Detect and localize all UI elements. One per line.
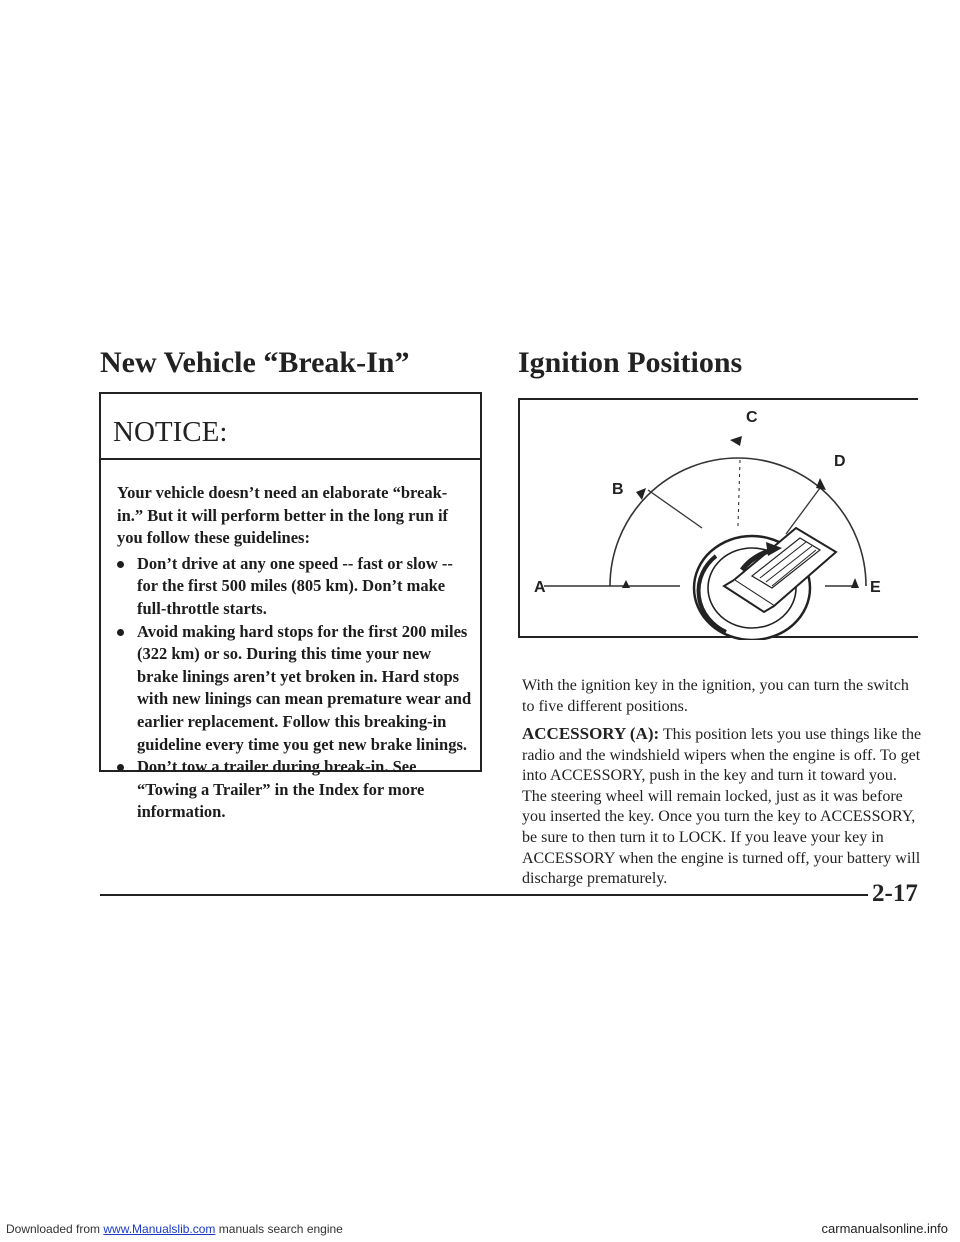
arrow-c-icon <box>730 436 742 446</box>
notice-item <box>117 553 472 621</box>
notice-intro: Your vehicle doesn’t need an elaborate “break-in.” But it will perform better in the long run if you follow these guidelines: <box>117 483 449 548</box>
notice-box <box>99 392 482 822</box>
notice-item-text: Don’t drive at any one speed -- fast or slow -- for the first 500 miles (805 km). Don’t make full-throttle starts. <box>137 553 453 618</box>
label-b: B <box>612 481 624 498</box>
break-in-heading: New Vehicle “Break-In” <box>100 346 410 379</box>
ignition-heading: Ignition Positions <box>518 346 743 379</box>
notice-list <box>117 553 472 824</box>
site-watermark: carmanualsonline.info <box>821 1221 948 1236</box>
notice-title: NOTICE: <box>113 416 228 448</box>
line-d <box>786 488 820 534</box>
bullet-icon <box>117 629 124 636</box>
accessory-paragraph <box>522 724 922 890</box>
watermark-suffix: manuals search engine <box>215 1222 343 1236</box>
bullet-icon <box>117 764 124 771</box>
line-c <box>738 460 740 526</box>
line-b <box>648 490 702 528</box>
notice-item-text: Avoid making hard stops for the first 200 miles (322 km) or so. During this time your new brake linings aren’t yet broken in. Hard stops with new linings can mean premature wear and earlier replacement. Follow this breaking-in guideline every time you get new brake linings. <box>137 621 472 754</box>
manualslib-link[interactable]: www.Manualslib.com <box>103 1222 216 1236</box>
arrow-d-icon <box>816 478 826 490</box>
ignition-diagram <box>518 398 918 638</box>
notice-item-text: Don’t tow a trailer during break-in. See “Towing a Trailer” in the Index for more information. <box>137 757 425 822</box>
label-c: C <box>746 409 758 426</box>
notice-divider <box>101 458 480 460</box>
ignition-switch-illustration <box>520 400 920 640</box>
arrow-e-icon <box>851 578 859 588</box>
ignition-intro-paragraph: With the ignition key in the ignition, you can turn the switch to five different positions. <box>522 677 909 715</box>
bullet-icon <box>117 561 124 568</box>
label-a: A <box>534 579 546 596</box>
watermark-prefix: Downloaded from <box>6 1222 104 1236</box>
footer-divider <box>100 894 868 896</box>
label-d: D <box>834 453 846 470</box>
notice-body <box>117 482 472 824</box>
notice-item <box>117 621 472 757</box>
page-number: 2-17 <box>872 880 918 907</box>
accessory-text: This position lets you use things like the radio and the windshield wipers when the engine is off. To get into ACCESSORY, push in the key and turn it toward you. The steering wheel will remain locked, just as it was before you inserted the key. Once you turn the key to ACCESSORY, be sure to then turn it to LOCK. If you leave your key in ACCESSORY when the engine is turned off, your battery will discharge prematurely. <box>522 726 922 888</box>
arrow-a-icon <box>622 580 630 588</box>
accessory-term: ACCESSORY (A): <box>522 724 660 743</box>
download-watermark <box>6 1222 343 1236</box>
label-e: E <box>870 579 881 596</box>
notice-item <box>117 756 472 824</box>
